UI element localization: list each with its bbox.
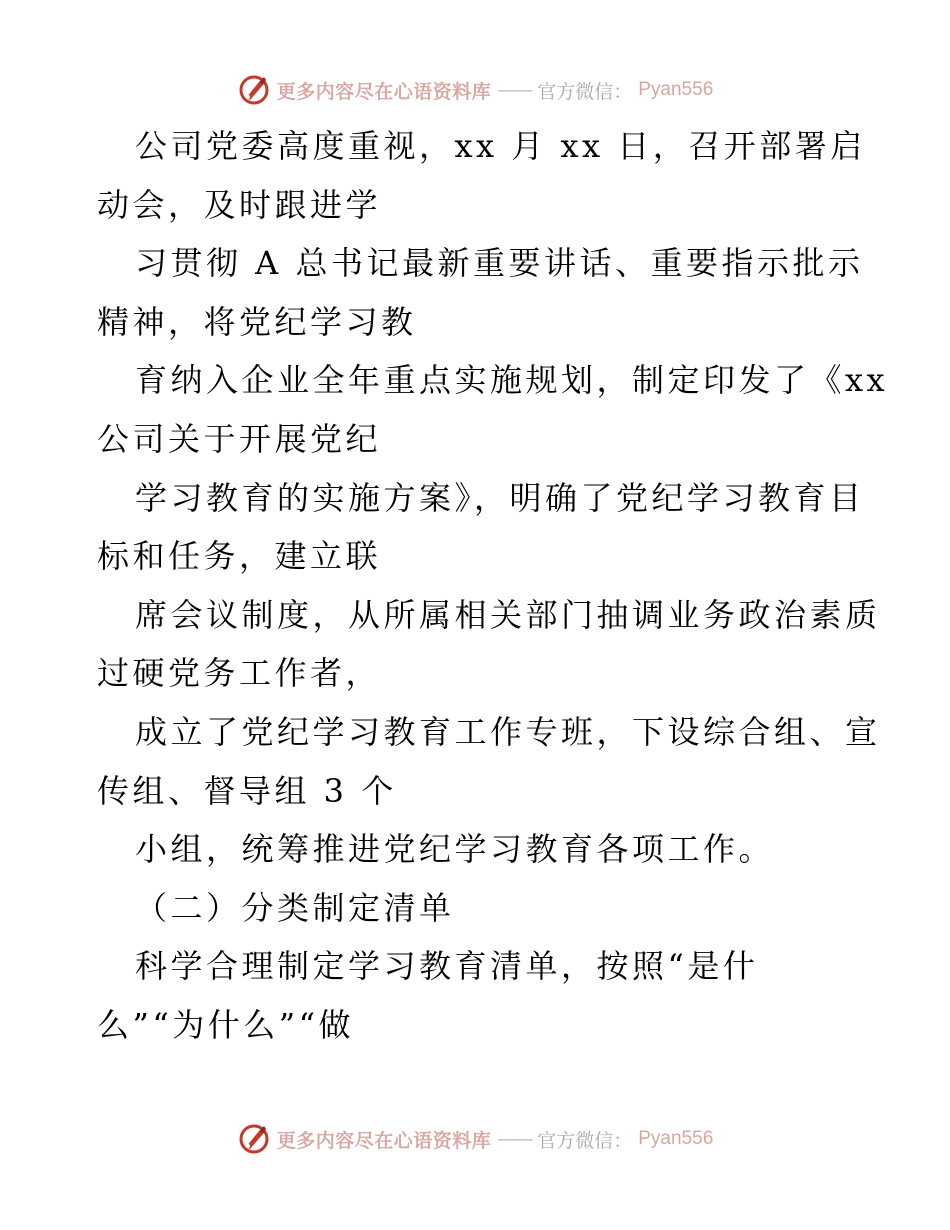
body-text-line: 小组，统筹推进党纪学习教育各项工作。: [135, 830, 775, 868]
footer-watermark-banner: [0, 1119, 950, 1159]
body-text-line: 么”“为什么”“做: [97, 1006, 354, 1044]
quill-pen-logo-icon: [237, 73, 271, 107]
body-text-line: 公司关于开展党纪: [97, 420, 382, 458]
watermark-wechat-id: Pyan556: [638, 79, 714, 100]
watermark-wechat-label: 官方微信：: [537, 80, 633, 103]
body-text-line: 标和任务，建立联: [97, 537, 382, 575]
body-text-line: 过硬党务工作者，: [97, 654, 382, 692]
body-text-line: （二）分类制定清单: [135, 889, 455, 927]
body-text-line: 席会议制度，从所属相关部门抽调业务政治素质: [135, 596, 881, 634]
quill-pen-logo-icon: [237, 1122, 271, 1156]
watermark-wechat-id: Pyan556: [638, 1128, 714, 1149]
body-text-line: 科学合理制定学习教育清单，按照“是什: [135, 947, 759, 985]
watermark-brand-text: 更多内容尽在心语资料库: [276, 1129, 492, 1152]
watermark-wechat-label: 官方微信：: [537, 1129, 633, 1152]
watermark-brand-text: 更多内容尽在心语资料库: [276, 80, 492, 103]
body-text-line: 传组、督导组 3 个: [97, 772, 397, 810]
body-text-line: 育纳入企业全年重点实施规划，制定印发了《xx: [135, 361, 889, 399]
body-text-line: 学习教育的实施方案》，明确了党纪学习教育目: [135, 479, 865, 517]
body-text-line: 公司党委高度重视，xx 月 xx 日，召开部署启: [135, 127, 866, 165]
body-text-line: 成立了党纪学习教育工作专班，下设综合组、宣: [135, 713, 881, 751]
header-watermark-banner: [0, 70, 950, 110]
body-text-line: 动会，及时跟进学: [97, 186, 382, 224]
body-text-line: 习贯彻 A 总书记最新重要讲话、重要指示批示: [135, 244, 864, 282]
watermark-separator: ——: [497, 79, 532, 101]
watermark-separator: ——: [497, 1128, 532, 1150]
body-text-line: 精神，将党纪学习教: [97, 303, 417, 341]
